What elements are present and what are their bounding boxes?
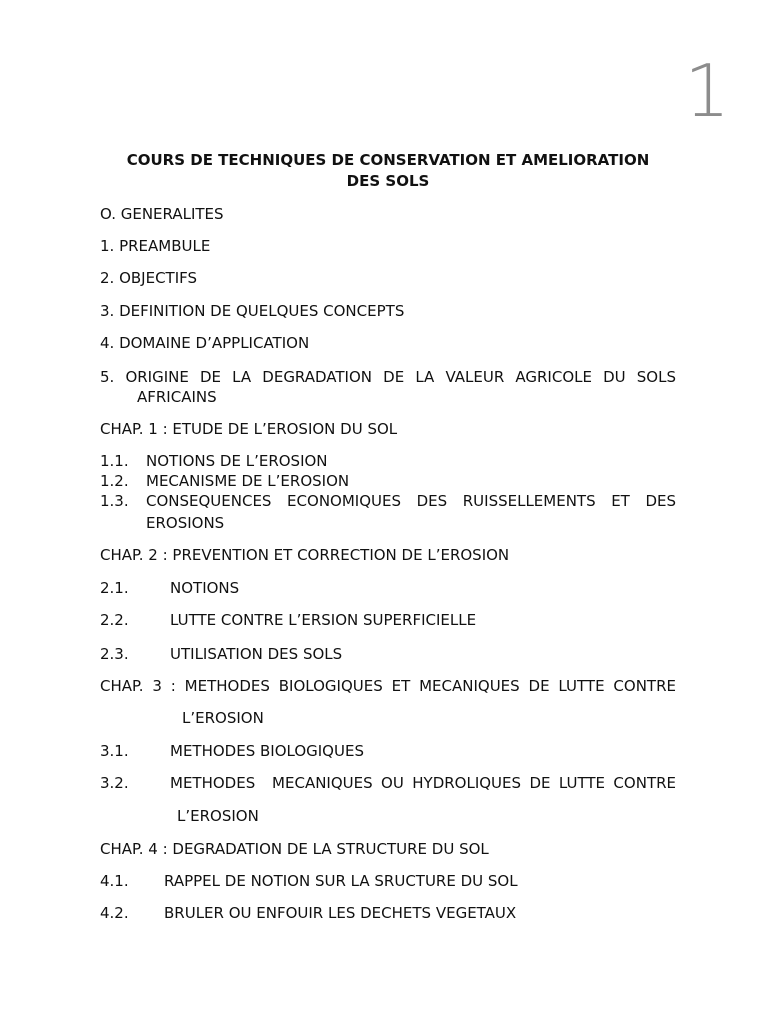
section-1-3 [100,491,676,511]
chapter-4-heading: CHAP. 4 : DEGRADATION DE LA STRUCTURE DU SOL [100,840,489,858]
section-title: MECANISME DE L’EROSION [146,472,350,490]
title-line-1: COURS DE TECHNIQUES DE CONSERVATION ET AMELIORATION [126,151,650,169]
section-number: 2.3. [100,645,129,663]
section-title: BRULER OU ENFOUIR LES DECHETS VEGETAUX [164,904,517,922]
general-item-5-cont: AFRICAINS [137,388,217,406]
page-number: 1 [684,49,730,133]
chapter-1-heading: CHAP. 1 : ETUDE DE L’EROSION DU SOL [100,420,398,438]
title-line-2: DES SOLS [346,172,430,190]
section-number: 1.2. [100,472,129,490]
general-item-2: 2. OBJECTIFS [100,269,198,287]
general-item-5: 5. ORIGINE DE LA DEGRADATION DE LA VALEUR AGRICOLE DU SOLS [100,368,676,386]
section-2-2 [100,610,676,630]
section-2-3 [100,644,676,664]
section-1-2 [100,471,676,491]
section-title: METHODES BIOLOGIQUES [170,742,364,760]
section-4-2 [100,903,676,923]
section-1-3-cont: EROSIONS [146,514,225,532]
section-title: RAPPEL DE NOTION SUR LA SRUCTURE DU SOL [164,872,518,890]
section-number: 4.2. [100,904,129,922]
section-number: 1.1. [100,452,129,470]
section-3-2-cont: L’EROSION [177,807,259,825]
section-3-2 [100,773,676,793]
section-title: METHODES MECANIQUES OU HYDROLIQUES DE LUTTE CONTRE [170,774,676,792]
section-number: 1.3. [100,492,129,510]
section-title: NOTIONS DE L’EROSION [146,452,328,470]
chapter-3-heading-cont: L’EROSION [182,709,264,727]
section-number: 4.1. [100,872,129,890]
section-2-1 [100,578,676,598]
section-number: 2.1. [100,579,129,597]
section-title: LUTTE CONTRE L’ERSION SUPERFICIELLE [170,611,477,629]
section-title: NOTIONS [170,579,240,597]
section-3-1 [100,741,676,761]
section-number: 3.1. [100,742,129,760]
general-item-1: 1. PREAMBULE [100,237,211,255]
section-title: UTILISATION DES SOLS [170,645,343,663]
section-4-1 [100,871,676,891]
document-title [100,150,676,192]
section-1-1 [100,451,676,471]
generalites-heading: O. GENERALITES [100,205,224,223]
section-number: 3.2. [100,774,129,792]
section-number: 2.2. [100,611,129,629]
section-title: CONSEQUENCES ECONOMIQUES DES RUISSELLEMENTS ET DES [146,492,676,510]
chapter-3-heading: CHAP. 3 : METHODES BIOLOGIQUES ET MECANIQUES DE LUTTE CONTRE [100,677,676,695]
general-item-3: 3. DEFINITION DE QUELQUES CONCEPTS [100,302,405,320]
chapter-2-heading: CHAP. 2 : PREVENTION ET CORRECTION DE L’EROSION [100,546,510,564]
general-item-4: 4. DOMAINE D’APPLICATION [100,334,310,352]
